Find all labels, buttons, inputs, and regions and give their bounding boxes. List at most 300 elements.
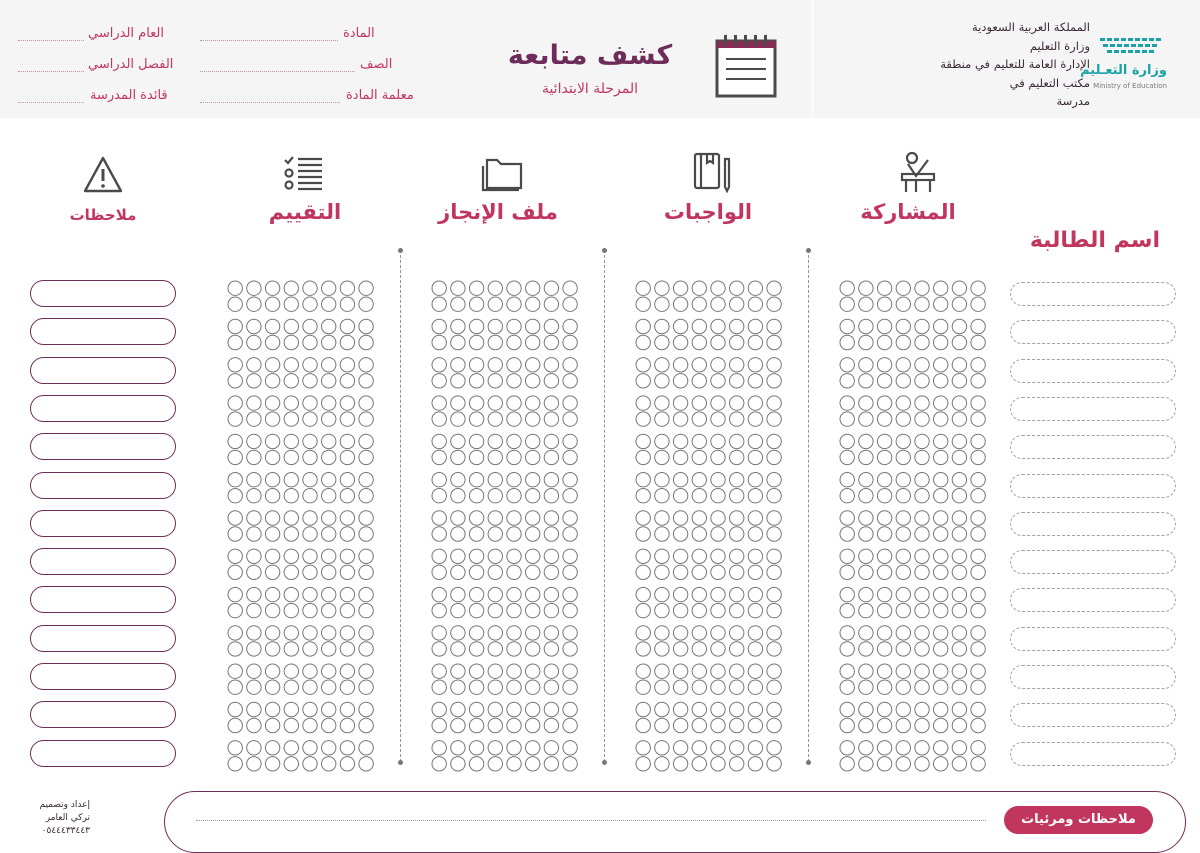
- grade-circle[interactable]: [934, 473, 948, 487]
- grade-circle[interactable]: [877, 718, 891, 732]
- grade-circle[interactable]: [544, 565, 558, 579]
- grade-circle[interactable]: [636, 757, 650, 771]
- grade-circle[interactable]: [877, 603, 891, 617]
- grade-circle[interactable]: [526, 319, 540, 333]
- grade-circle[interactable]: [544, 434, 558, 448]
- grade-circle[interactable]: [432, 511, 446, 525]
- grade-circle[interactable]: [359, 642, 373, 656]
- grade-circle[interactable]: [544, 473, 558, 487]
- grade-circle[interactable]: [432, 489, 446, 503]
- grade-circle[interactable]: [340, 718, 354, 732]
- grade-circle[interactable]: [767, 527, 781, 541]
- grade-circle[interactable]: [711, 335, 725, 349]
- grade-circle[interactable]: [340, 511, 354, 525]
- grade-circle[interactable]: [469, 319, 483, 333]
- grade-circle[interactable]: [322, 319, 336, 333]
- grade-circle[interactable]: [859, 718, 873, 732]
- grade-circle[interactable]: [247, 412, 261, 426]
- grade-circle[interactable]: [303, 297, 317, 311]
- grade-circle[interactable]: [488, 680, 502, 694]
- grade-circle[interactable]: [767, 412, 781, 426]
- grade-circle[interactable]: [655, 297, 669, 311]
- grade-circle[interactable]: [915, 335, 929, 349]
- student-name-field[interactable]: [1010, 550, 1176, 574]
- grade-circle[interactable]: [748, 511, 762, 525]
- grade-circle[interactable]: [915, 718, 929, 732]
- grade-circle[interactable]: [711, 319, 725, 333]
- grade-circle[interactable]: [247, 396, 261, 410]
- grade-circle[interactable]: [265, 527, 279, 541]
- grade-circle[interactable]: [748, 297, 762, 311]
- grade-circle[interactable]: [284, 434, 298, 448]
- grade-circle[interactable]: [636, 565, 650, 579]
- grade-circle[interactable]: [767, 450, 781, 464]
- grade-circle[interactable]: [915, 626, 929, 640]
- grade-circle[interactable]: [840, 587, 854, 601]
- grade-circle[interactable]: [636, 680, 650, 694]
- grade-circle[interactable]: [451, 565, 465, 579]
- grade-circle[interactable]: [247, 565, 261, 579]
- grade-circle[interactable]: [767, 587, 781, 601]
- grade-circle[interactable]: [748, 450, 762, 464]
- grade-circle[interactable]: [767, 281, 781, 295]
- grade-circle[interactable]: [730, 297, 744, 311]
- grade-circle[interactable]: [284, 335, 298, 349]
- grade-circle[interactable]: [432, 450, 446, 464]
- grade-circle[interactable]: [859, 450, 873, 464]
- grade-circle[interactable]: [488, 489, 502, 503]
- grade-circle[interactable]: [284, 702, 298, 716]
- grade-circle[interactable]: [859, 642, 873, 656]
- grade-circle[interactable]: [228, 718, 242, 732]
- grade-circle[interactable]: [748, 741, 762, 755]
- grade-circle[interactable]: [432, 603, 446, 617]
- grade-circle[interactable]: [767, 603, 781, 617]
- field-principal-line[interactable]: [18, 102, 84, 103]
- grade-circle[interactable]: [692, 664, 706, 678]
- grade-circle[interactable]: [971, 374, 985, 388]
- grade-circle[interactable]: [359, 527, 373, 541]
- grade-circle[interactable]: [303, 603, 317, 617]
- grade-circle[interactable]: [692, 757, 706, 771]
- grade-circle[interactable]: [340, 587, 354, 601]
- grade-circle[interactable]: [507, 358, 521, 372]
- grade-circle[interactable]: [673, 335, 687, 349]
- grade-circle[interactable]: [971, 396, 985, 410]
- grade-circle[interactable]: [952, 511, 966, 525]
- grade-circle[interactable]: [265, 450, 279, 464]
- grade-circle[interactable]: [730, 718, 744, 732]
- grade-circle[interactable]: [284, 757, 298, 771]
- grade-circle[interactable]: [322, 626, 336, 640]
- grade-circle[interactable]: [915, 450, 929, 464]
- grade-circle[interactable]: [451, 549, 465, 563]
- grade-circle[interactable]: [711, 680, 725, 694]
- grade-circle[interactable]: [934, 374, 948, 388]
- grade-circle[interactable]: [673, 757, 687, 771]
- grade-circle[interactable]: [896, 450, 910, 464]
- grade-circle[interactable]: [340, 527, 354, 541]
- grade-circle[interactable]: [877, 297, 891, 311]
- grade-circle[interactable]: [971, 489, 985, 503]
- grade-circle[interactable]: [655, 587, 669, 601]
- grade-circle[interactable]: [284, 603, 298, 617]
- grade-circle[interactable]: [840, 741, 854, 755]
- grade-circle[interactable]: [451, 603, 465, 617]
- grade-circle[interactable]: [840, 434, 854, 448]
- grade-circle[interactable]: [228, 642, 242, 656]
- grade-circle[interactable]: [228, 565, 242, 579]
- grade-circle[interactable]: [915, 741, 929, 755]
- grade-circle[interactable]: [692, 281, 706, 295]
- note-field[interactable]: [30, 318, 176, 345]
- grade-circle[interactable]: [265, 473, 279, 487]
- grade-circle[interactable]: [711, 549, 725, 563]
- grade-circle[interactable]: [673, 702, 687, 716]
- grade-circle[interactable]: [730, 565, 744, 579]
- grade-circle[interactable]: [526, 297, 540, 311]
- grade-circle[interactable]: [859, 473, 873, 487]
- grade-circle[interactable]: [655, 434, 669, 448]
- grade-circle[interactable]: [915, 412, 929, 426]
- grade-circle[interactable]: [359, 473, 373, 487]
- grade-circle[interactable]: [692, 511, 706, 525]
- grade-circle[interactable]: [636, 473, 650, 487]
- grade-circle[interactable]: [469, 626, 483, 640]
- grade-circle[interactable]: [303, 680, 317, 694]
- grade-circle[interactable]: [748, 335, 762, 349]
- grade-circle[interactable]: [877, 741, 891, 755]
- footer-notes-line[interactable]: [196, 820, 986, 821]
- grade-circle[interactable]: [563, 335, 577, 349]
- grade-circle[interactable]: [303, 718, 317, 732]
- grade-circle[interactable]: [451, 434, 465, 448]
- grade-circle[interactable]: [544, 603, 558, 617]
- grade-circle[interactable]: [265, 281, 279, 295]
- grade-circle[interactable]: [767, 757, 781, 771]
- grade-circle[interactable]: [526, 565, 540, 579]
- grade-circle[interactable]: [711, 374, 725, 388]
- grade-circle[interactable]: [507, 511, 521, 525]
- grade-circle[interactable]: [877, 335, 891, 349]
- grade-circle[interactable]: [730, 319, 744, 333]
- grade-circle[interactable]: [877, 374, 891, 388]
- grade-circle[interactable]: [228, 626, 242, 640]
- grade-circle[interactable]: [303, 412, 317, 426]
- grade-circle[interactable]: [228, 396, 242, 410]
- grade-circle[interactable]: [247, 489, 261, 503]
- grade-circle[interactable]: [469, 473, 483, 487]
- grade-circle[interactable]: [507, 664, 521, 678]
- grade-circle[interactable]: [711, 396, 725, 410]
- grade-circle[interactable]: [228, 587, 242, 601]
- grade-circle[interactable]: [507, 489, 521, 503]
- grade-circle[interactable]: [563, 565, 577, 579]
- grade-circle[interactable]: [655, 412, 669, 426]
- grade-circle[interactable]: [563, 358, 577, 372]
- grade-circle[interactable]: [971, 702, 985, 716]
- grade-circle[interactable]: [896, 489, 910, 503]
- grade-circle[interactable]: [563, 473, 577, 487]
- grade-circle[interactable]: [303, 642, 317, 656]
- grade-circle[interactable]: [748, 718, 762, 732]
- grade-circle[interactable]: [877, 396, 891, 410]
- grade-circle[interactable]: [228, 412, 242, 426]
- grade-circle[interactable]: [971, 603, 985, 617]
- grade-circle[interactable]: [359, 511, 373, 525]
- grade-circle[interactable]: [340, 702, 354, 716]
- grade-circle[interactable]: [359, 450, 373, 464]
- grade-circle[interactable]: [711, 664, 725, 678]
- grade-circle[interactable]: [711, 489, 725, 503]
- grade-circle[interactable]: [303, 565, 317, 579]
- grade-circle[interactable]: [322, 412, 336, 426]
- student-name-field[interactable]: [1010, 703, 1176, 727]
- grade-circle[interactable]: [322, 434, 336, 448]
- grade-circle[interactable]: [432, 626, 446, 640]
- grade-circle[interactable]: [877, 549, 891, 563]
- grade-circle[interactable]: [544, 549, 558, 563]
- grade-circle[interactable]: [952, 757, 966, 771]
- grade-circle[interactable]: [359, 297, 373, 311]
- grade-circle[interactable]: [432, 702, 446, 716]
- grade-circle[interactable]: [636, 587, 650, 601]
- grade-circle[interactable]: [265, 757, 279, 771]
- grade-circle[interactable]: [563, 642, 577, 656]
- grade-circle[interactable]: [284, 450, 298, 464]
- grade-circle[interactable]: [692, 434, 706, 448]
- grade-circle[interactable]: [265, 511, 279, 525]
- grade-circle[interactable]: [451, 319, 465, 333]
- grade-circle[interactable]: [359, 489, 373, 503]
- grade-circle[interactable]: [340, 335, 354, 349]
- grade-circle[interactable]: [507, 412, 521, 426]
- grade-circle[interactable]: [469, 718, 483, 732]
- student-name-field[interactable]: [1010, 282, 1176, 306]
- grade-circle[interactable]: [284, 473, 298, 487]
- grade-circle[interactable]: [359, 565, 373, 579]
- grade-circle[interactable]: [526, 603, 540, 617]
- grade-circle[interactable]: [730, 434, 744, 448]
- grade-circle[interactable]: [877, 680, 891, 694]
- grade-circle[interactable]: [469, 757, 483, 771]
- grade-circle[interactable]: [340, 281, 354, 295]
- grade-circle[interactable]: [915, 473, 929, 487]
- grade-circle[interactable]: [507, 680, 521, 694]
- grade-circle[interactable]: [636, 741, 650, 755]
- grade-circle[interactable]: [934, 396, 948, 410]
- grade-circle[interactable]: [971, 358, 985, 372]
- grade-circle[interactable]: [767, 374, 781, 388]
- grade-circle[interactable]: [359, 281, 373, 295]
- grade-circle[interactable]: [915, 565, 929, 579]
- grade-circle[interactable]: [730, 374, 744, 388]
- grade-circle[interactable]: [952, 434, 966, 448]
- grade-circle[interactable]: [859, 603, 873, 617]
- grade-circle[interactable]: [544, 281, 558, 295]
- grade-circle[interactable]: [563, 549, 577, 563]
- grade-circle[interactable]: [859, 358, 873, 372]
- grade-circle[interactable]: [303, 319, 317, 333]
- grade-circle[interactable]: [322, 374, 336, 388]
- grade-circle[interactable]: [228, 489, 242, 503]
- grade-circle[interactable]: [544, 297, 558, 311]
- grade-circle[interactable]: [359, 741, 373, 755]
- grade-circle[interactable]: [469, 434, 483, 448]
- grade-circle[interactable]: [877, 450, 891, 464]
- field-teacher-line[interactable]: [200, 102, 340, 103]
- note-field[interactable]: [30, 357, 176, 384]
- grade-circle[interactable]: [748, 319, 762, 333]
- grade-circle[interactable]: [896, 297, 910, 311]
- grade-circle[interactable]: [915, 664, 929, 678]
- grade-circle[interactable]: [673, 374, 687, 388]
- grade-circle[interactable]: [859, 335, 873, 349]
- grade-circle[interactable]: [711, 741, 725, 755]
- grade-circle[interactable]: [748, 396, 762, 410]
- grade-circle[interactable]: [563, 489, 577, 503]
- grade-circle[interactable]: [952, 281, 966, 295]
- grade-circle[interactable]: [840, 511, 854, 525]
- grade-circle[interactable]: [451, 664, 465, 678]
- grade-circle[interactable]: [896, 473, 910, 487]
- grade-circle[interactable]: [767, 664, 781, 678]
- grade-circle[interactable]: [673, 718, 687, 732]
- grade-circle[interactable]: [359, 718, 373, 732]
- grade-circle[interactable]: [451, 358, 465, 372]
- grade-circle[interactable]: [655, 374, 669, 388]
- grade-circle[interactable]: [247, 741, 261, 755]
- grade-circle[interactable]: [432, 374, 446, 388]
- grade-circle[interactable]: [488, 549, 502, 563]
- grade-circle[interactable]: [488, 319, 502, 333]
- grade-circle[interactable]: [303, 664, 317, 678]
- grade-circle[interactable]: [303, 511, 317, 525]
- grade-circle[interactable]: [563, 511, 577, 525]
- grade-circle[interactable]: [767, 358, 781, 372]
- grade-circle[interactable]: [673, 587, 687, 601]
- grade-circle[interactable]: [469, 680, 483, 694]
- grade-circle[interactable]: [915, 527, 929, 541]
- grade-circle[interactable]: [730, 642, 744, 656]
- grade-circle[interactable]: [636, 511, 650, 525]
- note-field[interactable]: [30, 280, 176, 307]
- grade-circle[interactable]: [340, 374, 354, 388]
- student-name-field[interactable]: [1010, 665, 1176, 689]
- grade-circle[interactable]: [971, 549, 985, 563]
- grade-circle[interactable]: [915, 297, 929, 311]
- grade-circle[interactable]: [915, 603, 929, 617]
- grade-circle[interactable]: [526, 664, 540, 678]
- grade-circle[interactable]: [563, 319, 577, 333]
- grade-circle[interactable]: [859, 489, 873, 503]
- grade-circle[interactable]: [247, 603, 261, 617]
- grade-circle[interactable]: [284, 587, 298, 601]
- grade-circle[interactable]: [563, 450, 577, 464]
- grade-circle[interactable]: [563, 603, 577, 617]
- grade-circle[interactable]: [563, 718, 577, 732]
- grade-circle[interactable]: [748, 642, 762, 656]
- grade-circle[interactable]: [711, 642, 725, 656]
- grade-circle[interactable]: [526, 527, 540, 541]
- grade-circle[interactable]: [284, 396, 298, 410]
- grade-circle[interactable]: [711, 565, 725, 579]
- grade-circle[interactable]: [915, 680, 929, 694]
- field-semester-line[interactable]: [18, 71, 84, 72]
- grade-circle[interactable]: [469, 297, 483, 311]
- grade-circle[interactable]: [228, 434, 242, 448]
- grade-circle[interactable]: [563, 757, 577, 771]
- grade-circle[interactable]: [265, 741, 279, 755]
- grade-circle[interactable]: [507, 603, 521, 617]
- grade-circle[interactable]: [692, 642, 706, 656]
- grade-circle[interactable]: [507, 374, 521, 388]
- grade-circle[interactable]: [915, 642, 929, 656]
- grade-circle[interactable]: [655, 626, 669, 640]
- grade-circle[interactable]: [451, 412, 465, 426]
- grade-circle[interactable]: [359, 757, 373, 771]
- grade-circle[interactable]: [748, 603, 762, 617]
- grade-circle[interactable]: [840, 664, 854, 678]
- grade-circle[interactable]: [711, 434, 725, 448]
- grade-circle[interactable]: [469, 664, 483, 678]
- grade-circle[interactable]: [469, 358, 483, 372]
- grade-circle[interactable]: [748, 358, 762, 372]
- grade-circle[interactable]: [303, 702, 317, 716]
- grade-circle[interactable]: [322, 603, 336, 617]
- grade-circle[interactable]: [544, 412, 558, 426]
- grade-circle[interactable]: [673, 319, 687, 333]
- grade-circle[interactable]: [730, 702, 744, 716]
- grade-circle[interactable]: [432, 297, 446, 311]
- grade-circle[interactable]: [711, 450, 725, 464]
- grade-circle[interactable]: [636, 702, 650, 716]
- field-subject-line[interactable]: [200, 40, 338, 41]
- grade-circle[interactable]: [692, 335, 706, 349]
- grade-circle[interactable]: [432, 434, 446, 448]
- grade-circle[interactable]: [877, 757, 891, 771]
- grade-circle[interactable]: [952, 664, 966, 678]
- grade-circle[interactable]: [228, 741, 242, 755]
- grade-circle[interactable]: [859, 396, 873, 410]
- grade-circle[interactable]: [228, 511, 242, 525]
- grade-circle[interactable]: [340, 297, 354, 311]
- grade-circle[interactable]: [877, 434, 891, 448]
- grade-circle[interactable]: [971, 664, 985, 678]
- grade-circle[interactable]: [655, 741, 669, 755]
- grade-circle[interactable]: [655, 319, 669, 333]
- grade-circle[interactable]: [526, 680, 540, 694]
- grade-circle[interactable]: [247, 680, 261, 694]
- grade-circle[interactable]: [432, 396, 446, 410]
- grade-circle[interactable]: [877, 702, 891, 716]
- grade-circle[interactable]: [767, 680, 781, 694]
- grade-circle[interactable]: [544, 450, 558, 464]
- grade-circle[interactable]: [896, 335, 910, 349]
- grade-circle[interactable]: [432, 565, 446, 579]
- grade-circle[interactable]: [655, 565, 669, 579]
- grade-circle[interactable]: [322, 757, 336, 771]
- grade-circle[interactable]: [767, 741, 781, 755]
- grade-circle[interactable]: [322, 358, 336, 372]
- grade-circle[interactable]: [228, 281, 242, 295]
- grade-circle[interactable]: [767, 396, 781, 410]
- grade-circle[interactable]: [432, 281, 446, 295]
- grade-circle[interactable]: [247, 626, 261, 640]
- grade-circle[interactable]: [896, 757, 910, 771]
- grade-circle[interactable]: [673, 412, 687, 426]
- grade-circle[interactable]: [247, 374, 261, 388]
